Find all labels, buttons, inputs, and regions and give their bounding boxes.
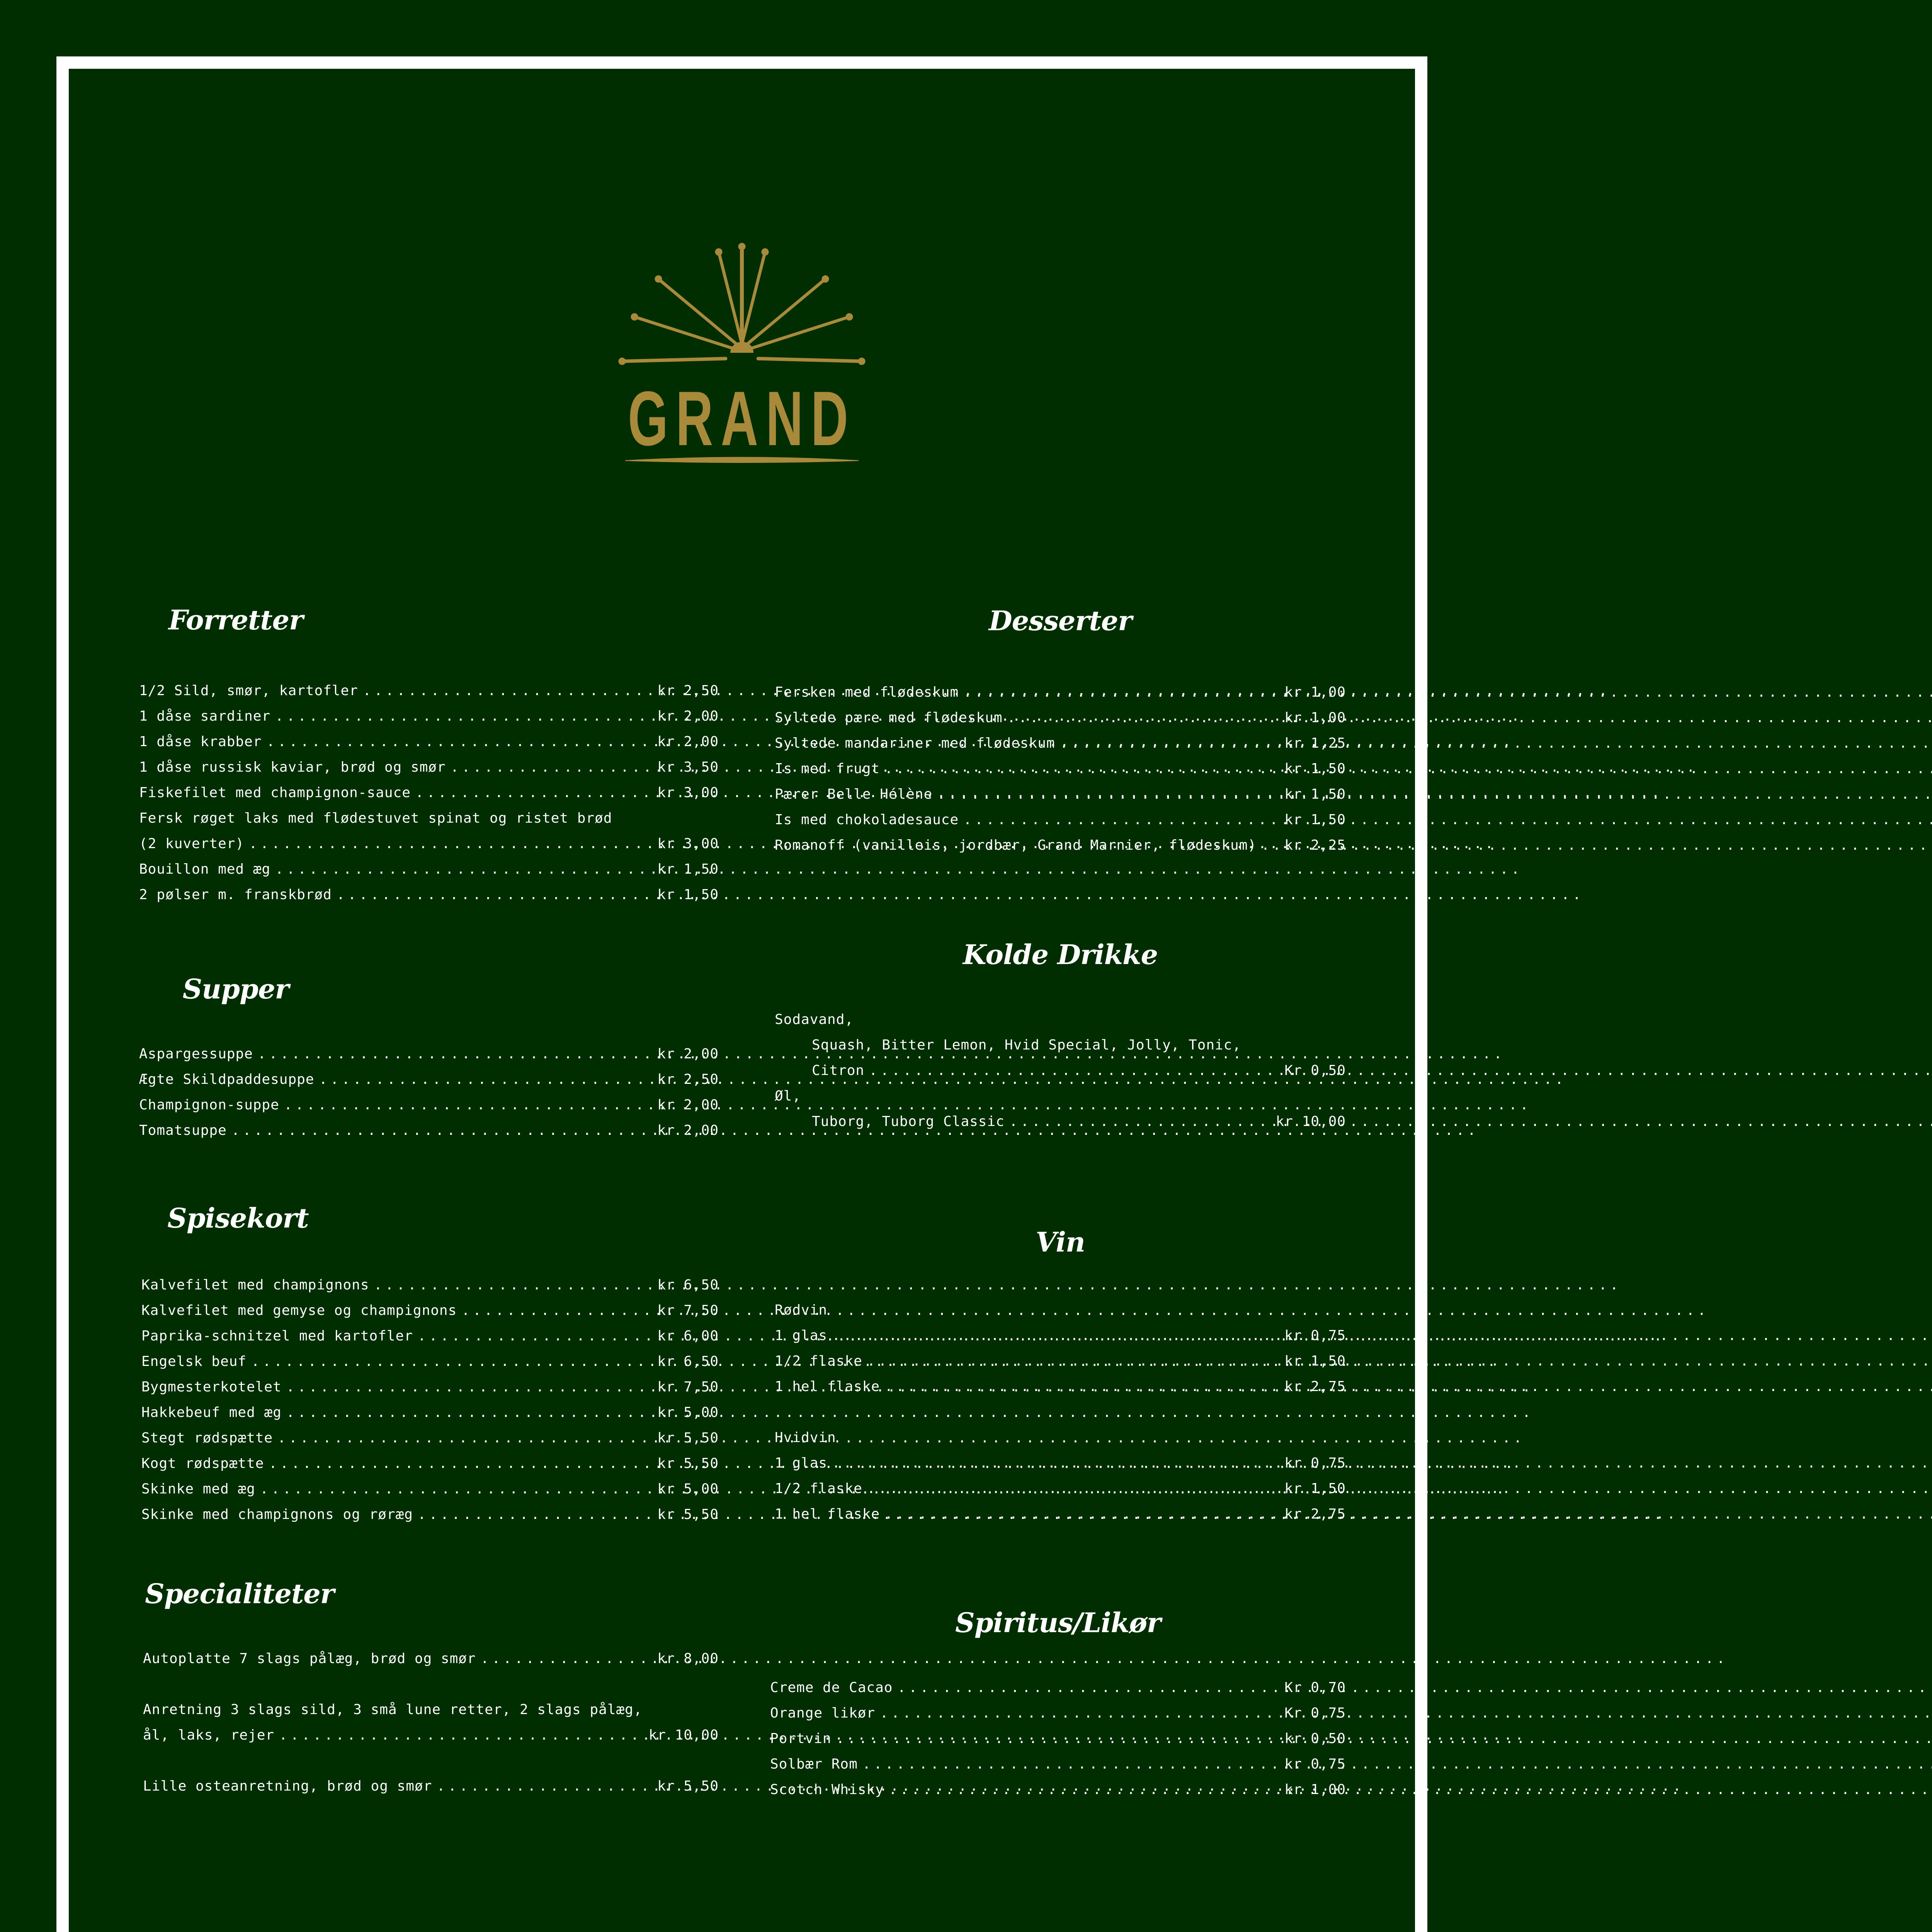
menu-item: 1 dåse russisk kaviar, brød og smør . . . kr 3,50 — [139, 755, 719, 780]
section-supper — [139, 973, 719, 1138]
menu-item: Stegt rødspætte . . . kr 5,50 — [141, 1425, 719, 1451]
menu-item: Scotch Whisky . . . kr 1,00 — [770, 1777, 1346, 1803]
menu-item: Syltede mandariner med flødeskum . . . kr 1,25 — [775, 731, 1346, 756]
menu-item: Tomatsuppe . . . kr 2,00 — [139, 1118, 719, 1143]
menu-item: Skinke med æg . . . kr 5,00 — [141, 1476, 719, 1502]
section-title: Supper — [182, 973, 289, 1005]
menu-item: Romanoff (vanilleis, jordbær, Grand Marnier, flødeskum) . . . kr 2,25 — [775, 833, 1346, 858]
menu-item: Skinke med champignons og røræg . . . kr 5,50 — [141, 1502, 719, 1527]
menu-item: Fersken med flødeskum . . . kr 1,00 — [775, 680, 1346, 705]
menu-item: Pærer Belle Hélène . . . kr 1,50 — [775, 782, 1346, 807]
wine-heading: Rødvin — [775, 1302, 828, 1318]
menu-item: ål, laks, rejer . . . kr 10,00 — [143, 1723, 719, 1748]
section-title: Desserter — [988, 605, 1132, 637]
menu-item: Sodavand, — [775, 1012, 854, 1027]
menu-item: Is med chokoladesauce . . . kr 1,50 — [775, 807, 1346, 833]
item-list — [141, 1272, 719, 1527]
sunburst-icon — [617, 240, 866, 468]
item-list — [770, 1675, 1346, 1803]
menu-item: Hakkebeuf med æg . . . kr 5,00 — [141, 1400, 719, 1425]
menu-item: Bygmesterkotelet . . . kr 7,50 — [141, 1374, 719, 1400]
section-vin — [775, 1226, 1346, 1522]
menu-item: Citron . . . Kr 0,50 — [775, 1058, 1346, 1083]
section-title: Specialiteter — [145, 1578, 334, 1610]
menu-item: Orange likør . . . Kr 0,75 — [770, 1701, 1346, 1726]
section-title: Kolde Drikke — [963, 939, 1158, 971]
menu-item: 1 hel flaske . . . kr 2,75 — [775, 1374, 1346, 1400]
menu-item: 2 pølser m. franskbrød . . . kr 1,50 — [139, 882, 719, 908]
item-list — [775, 1298, 1346, 1527]
menu-item: Champignon-suppe . . . kr 2,00 — [139, 1092, 719, 1118]
menu-item: Lille osteanretning, brød og smør . . . kr 5,50 — [143, 1774, 719, 1799]
grand-logo — [617, 240, 866, 468]
section-kolde-drikke — [775, 939, 1346, 1129]
section-title: Vin — [1036, 1226, 1085, 1258]
menu-item: Engelsk beuf . . . kr 6,50 — [141, 1349, 719, 1374]
section-specialiteter — [143, 1578, 719, 1794]
menu-item: Portvin . . . kr 0,50 — [770, 1726, 1346, 1752]
menu-item: Kogt rødspætte . . . kr 5,50 — [141, 1451, 719, 1476]
menu-item: Anretning 3 slags sild, 3 små lune retter, 2 slags pålæg, — [143, 1702, 643, 1718]
menu-item: 1 dåse krabber . . . kr 2,00 — [139, 729, 719, 755]
menu-item: Paprika-schnitzel med kartofler . . . kr 6,00 — [141, 1323, 719, 1349]
menu-item: (2 kuverter) . . . kr 3,00 — [139, 831, 719, 857]
menu-item: 1 glas . . . kr 0,75 — [775, 1323, 1346, 1349]
section-forretter — [139, 604, 719, 903]
section-spisekort — [141, 1202, 719, 1522]
item-list — [775, 1007, 1346, 1134]
menu-item: Aspargessuppe . . . kr 2,00 — [139, 1041, 719, 1067]
item-list — [143, 1646, 719, 1799]
menu-item: 1 hel flaske . . . kr 2,75 — [775, 1502, 1346, 1527]
menu-item: 1 glas . . . kr 0,75 — [775, 1451, 1346, 1476]
menu-item: Ægte Skildpaddesuppe . . . kr 2,50 — [139, 1067, 719, 1092]
menu-item: 1/2 Sild, smør, kartofler . . . kr 2,50 — [139, 678, 719, 704]
menu-item: Øl, — [775, 1088, 801, 1104]
menu-item: 1/2 flaske . . . kr 1,50 — [775, 1476, 1346, 1502]
section-title: Spisekort — [167, 1202, 309, 1234]
menu-item: Kalvefilet med gemyse og champignons . . . kr 7,50 — [141, 1298, 719, 1323]
menu-item: Fersk røget laks med flødestuvet spinat og ristet brød — [139, 810, 612, 826]
section-spiritus — [770, 1607, 1346, 1798]
wine-heading: Hvidvin — [775, 1430, 836, 1446]
menu-item: Is med frugt . . . kr 1,50 — [775, 756, 1346, 782]
item-list — [139, 1041, 719, 1143]
section-desserter — [775, 605, 1346, 853]
item-list — [139, 678, 719, 908]
menu-item: Solbær Rom . . . kr 0,75 — [770, 1752, 1346, 1777]
menu-item: Kalvefilet med champignons . . . kr 6,50 — [141, 1272, 719, 1298]
menu-item: Syltede pære med flødeskum . . . kr 1,00 — [775, 705, 1346, 731]
section-title: Spiritus/Likør — [955, 1607, 1161, 1639]
menu-item: Fiskefilet med champignon-sauce . . . kr 3,00 — [139, 780, 719, 806]
section-title: Forretter — [168, 604, 303, 636]
menu-item: Squash, Bitter Lemon, Hvid Special, Jolly, Tonic, — [812, 1037, 1242, 1053]
menu-item: Bouillon med æg . . . kr 1,50 — [139, 857, 719, 882]
menu-item: 1/2 flaske . . . kr 1,50 — [775, 1349, 1346, 1374]
item-list — [775, 680, 1346, 858]
brand-name: GRAND — [628, 376, 856, 462]
menu-item: Tuborg, Tuborg Classic . . . kr 10,00 — [775, 1109, 1346, 1134]
menu-item: 1 dåse sardiner . . . kr 2,00 — [139, 704, 719, 729]
menu-item: Creme de Cacao . . . Kr 0,70 — [770, 1675, 1346, 1701]
menu-item: Autoplatte 7 slags pålæg, brød og smør . . . kr 8,00 — [143, 1646, 719, 1672]
